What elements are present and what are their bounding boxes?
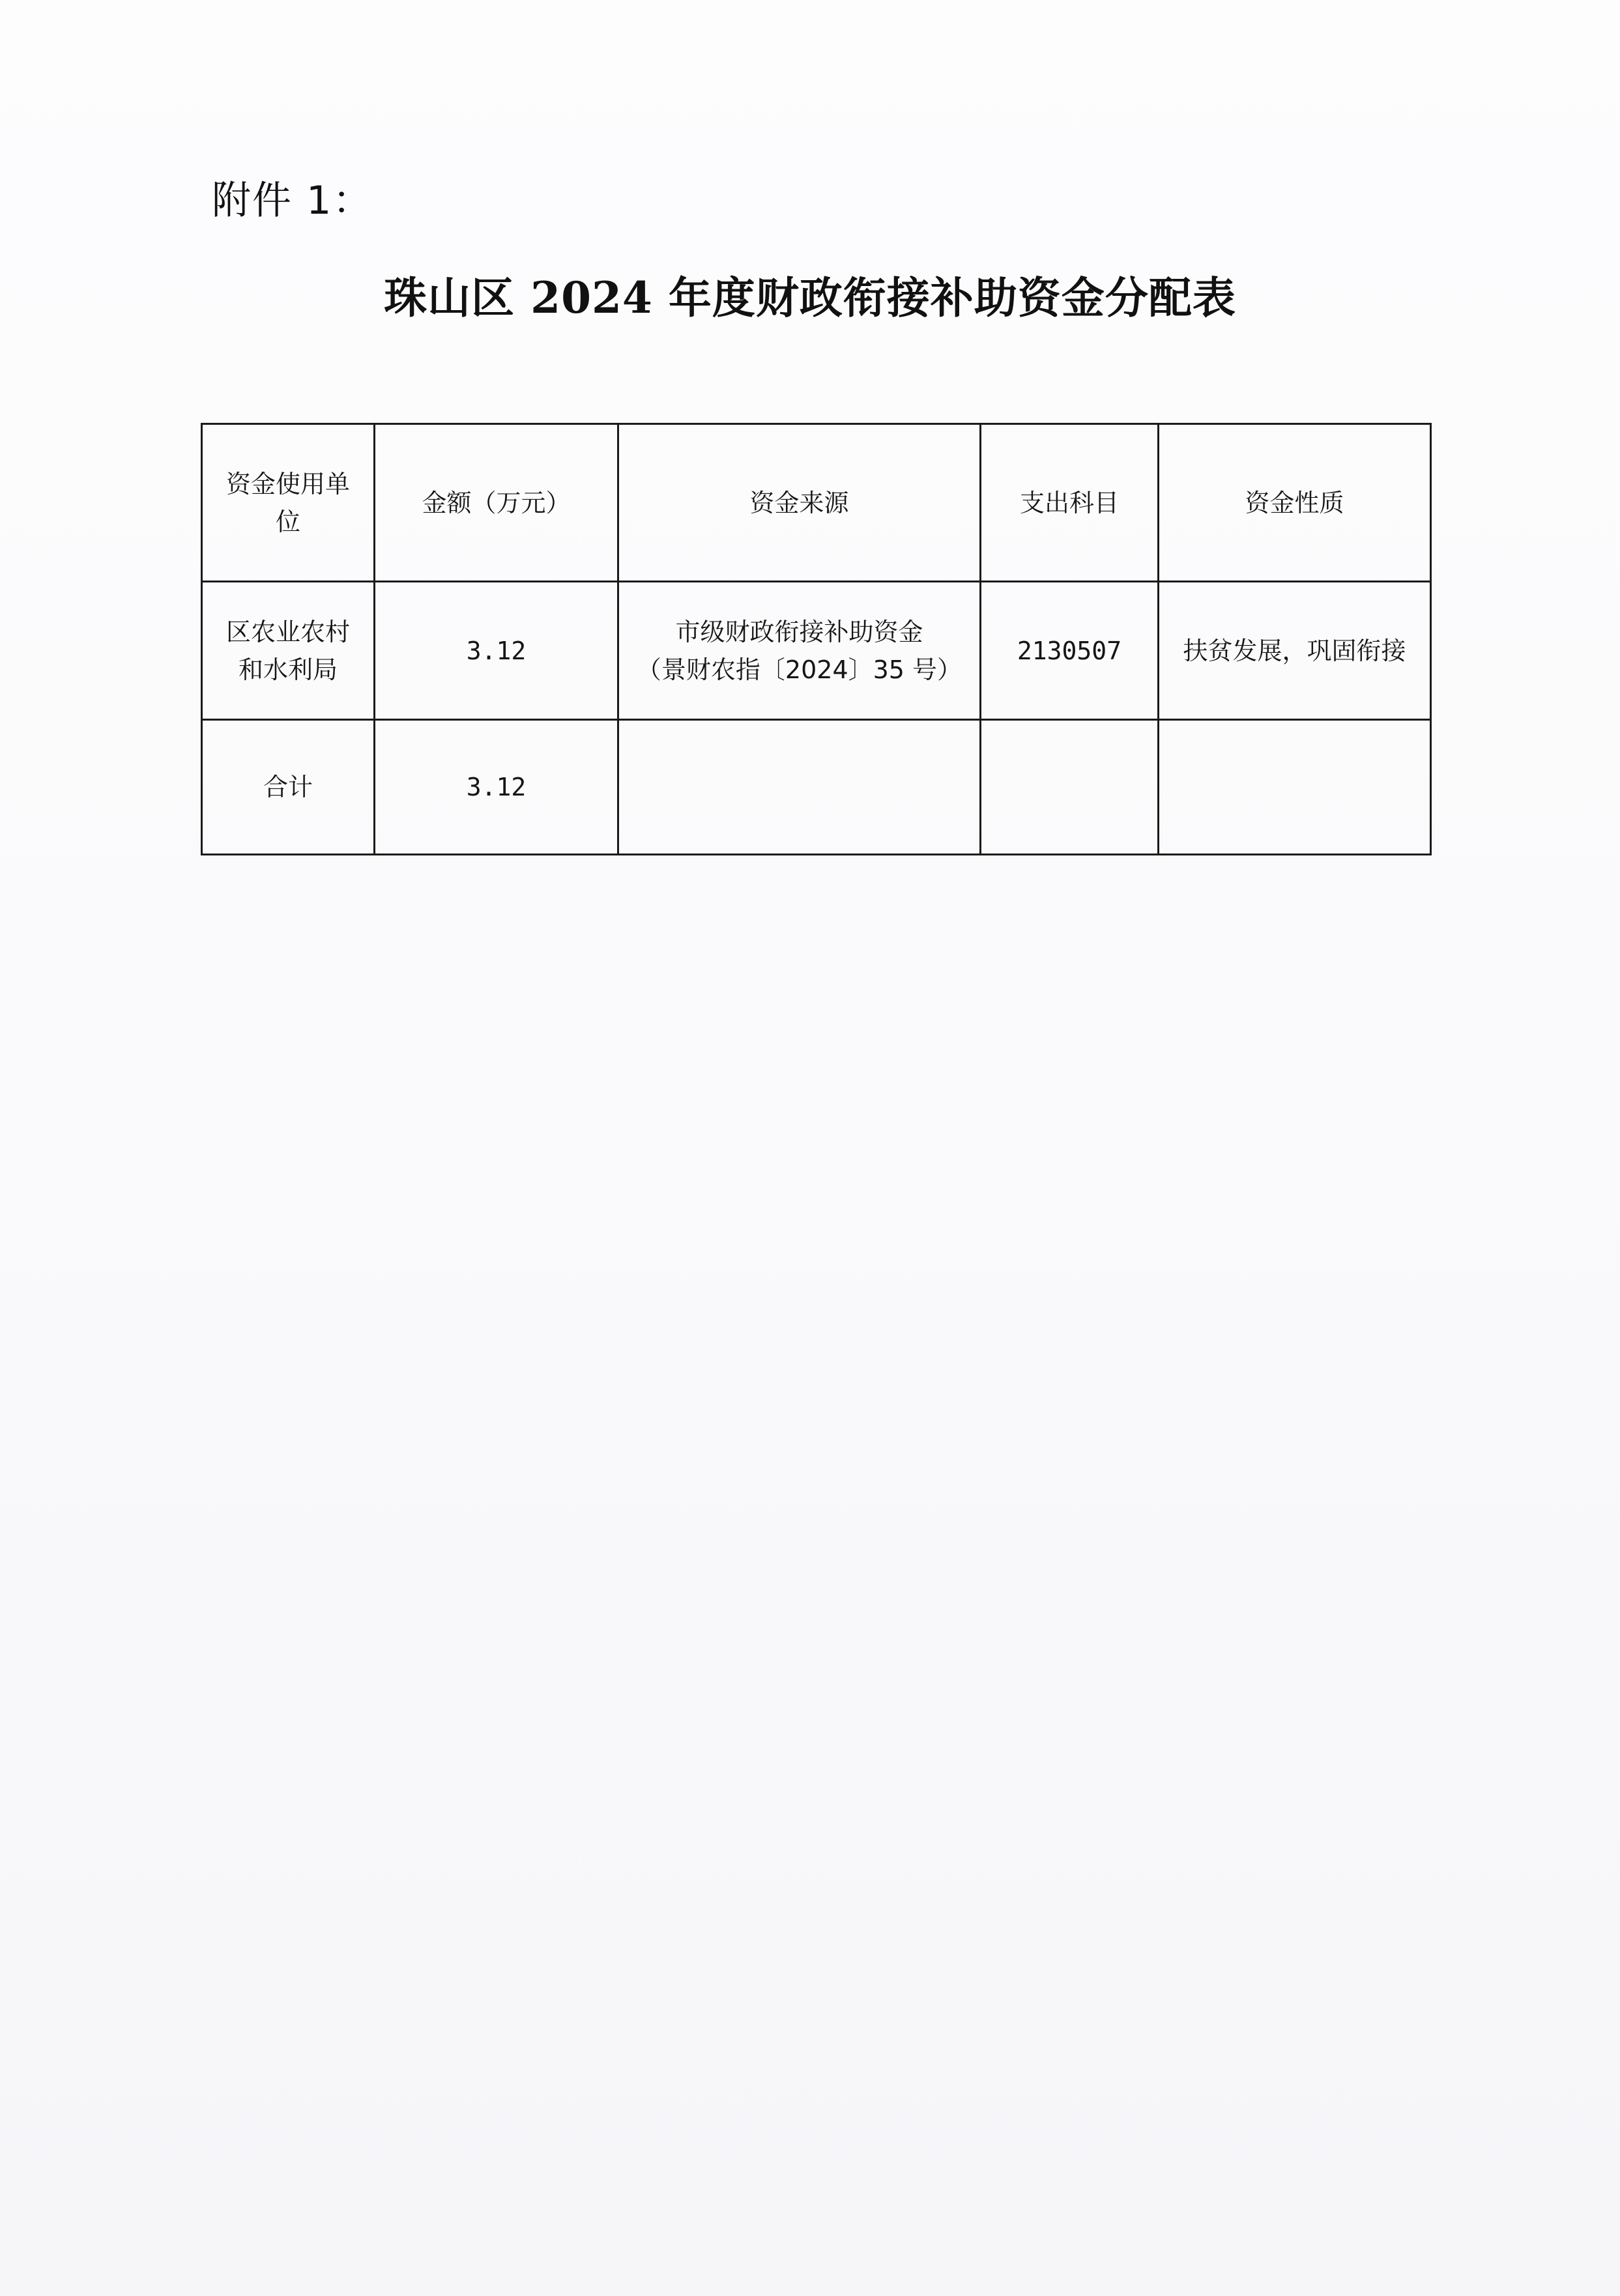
cell-unit-line1: 区农业农村 — [225, 617, 350, 646]
header-unit-line1: 资金使用单 — [225, 469, 350, 498]
document-title: 珠山区 2024 年度财政衔接补助资金分配表 — [384, 272, 1236, 323]
cell-source — [618, 582, 981, 720]
total-amount: 3.12 — [375, 720, 618, 855]
total-source — [618, 720, 981, 855]
cell-subject: 2130507 — [981, 582, 1159, 720]
total-subject — [981, 720, 1159, 855]
header-cell-nature: 资金性质 — [1159, 424, 1431, 582]
header-cell-unit — [202, 424, 375, 582]
header-cell-amount: 金额（万元） — [375, 424, 618, 582]
total-label: 合计 — [202, 720, 375, 855]
cell-nature: 扶贫发展，巩固衔接 — [1159, 582, 1431, 720]
cell-source-line1: 市级财政衔接补助资金 — [675, 617, 923, 646]
table-header-row — [202, 424, 1431, 582]
cell-unit — [202, 582, 375, 720]
table-row — [202, 582, 1431, 720]
table-total-row — [202, 720, 1431, 855]
cell-amount: 3.12 — [375, 582, 618, 720]
allocation-table — [201, 423, 1432, 855]
header-unit-line2: 位 — [275, 507, 300, 536]
attachment-label: 附件 1： — [212, 178, 373, 223]
cell-unit-line2: 和水利局 — [238, 655, 338, 684]
header-cell-subject: 支出科目 — [981, 424, 1159, 582]
cell-source-line2: （景财农指〔2024〕35 号） — [636, 655, 962, 684]
total-nature — [1159, 720, 1431, 855]
header-cell-source: 资金来源 — [618, 424, 981, 582]
